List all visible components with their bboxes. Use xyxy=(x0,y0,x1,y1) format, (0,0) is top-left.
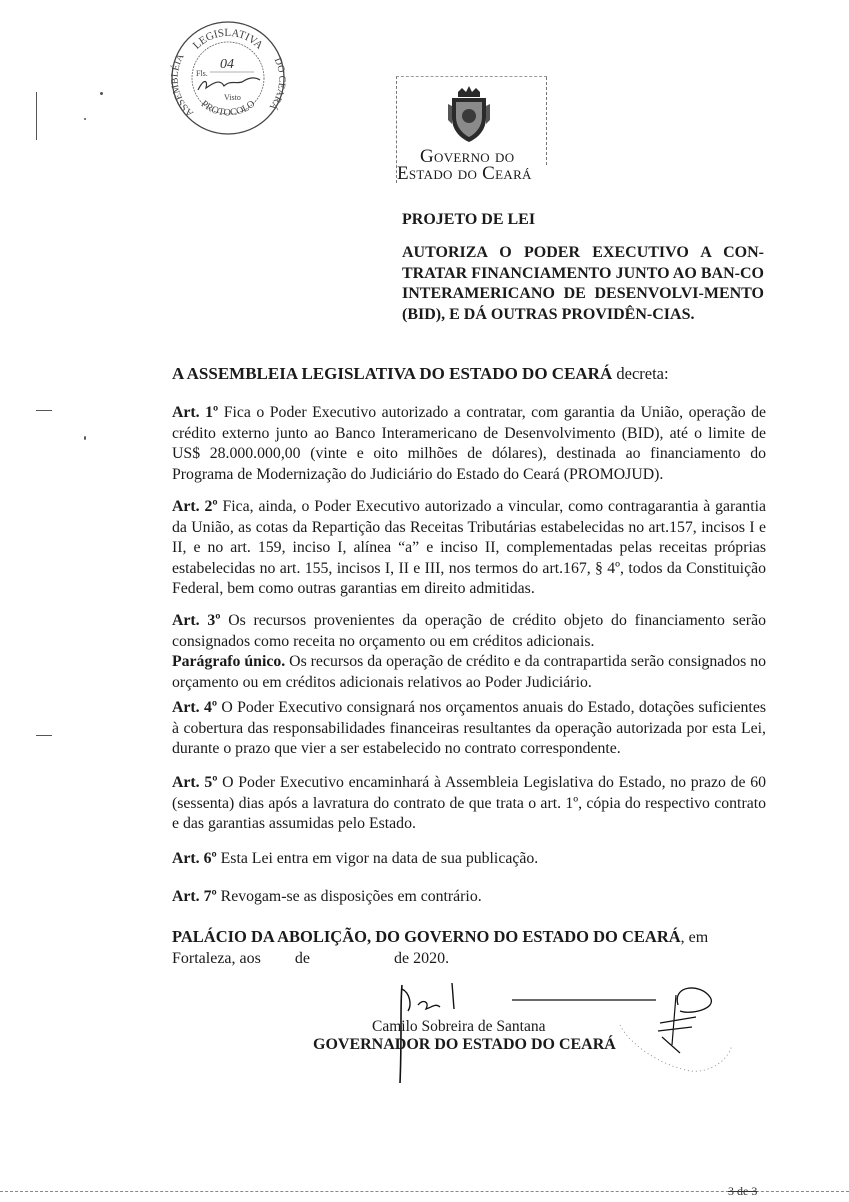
article-text: Esta Lei entra em vigor na data de sua publicação. xyxy=(216,850,539,867)
article-text: O Poder Executivo consignará nos orçamentos anuais do Estado, dotações suficientes à cobertura das responsabilidades financeiras resultantes da operação autorizada por esta Lei, durante o prazo que vier a ser estabelecido no contrato correspondente. xyxy=(172,699,766,758)
article-label: Art. 4º xyxy=(172,699,218,716)
scan-speck xyxy=(84,436,86,440)
paragraph-label: Parágrafo único. xyxy=(172,653,286,671)
article-text: Fica, ainda, o Poder Executivo autorizado a vincular, como contragarantia à garantia da União, as cotas da Repartição das Receitas Tributárias estabelecidas no art.157, incisos I e II, e no art. 159, inciso I, alínea “a” e inciso II, complementadas pelas receitas próprias estabelecidas no art. 155, incisos I, II e III, nos termos do art.167, § 4º, todos da Constituição Federal, bem como outras garantias em direito admitidas. xyxy=(172,498,766,598)
page-number: 3 de 3 xyxy=(728,1184,758,1198)
stamp-fls-label: Fls. xyxy=(196,69,208,78)
enacting-clause-tail: decreta: xyxy=(612,364,669,383)
document-title: PROJETO DE LEI xyxy=(402,211,536,228)
article-1 xyxy=(172,403,766,485)
date-year: de 2020. xyxy=(393,950,450,967)
article-3 xyxy=(172,611,766,693)
signer-name: Camilo Sobreira de Santana xyxy=(372,1018,546,1035)
page-divider xyxy=(0,1191,849,1192)
svg-text:LEGISLATIVA xyxy=(191,27,265,52)
paragraph-text: Os recursos da operação de crédito e da contrapartida serão consignados no orçamento ou em créditos adicionais relativos ao Poder Judiciário. xyxy=(172,653,766,691)
article-text: Os recursos provenientes da operação de crédito objeto do financiamento serão consignados como receita no orçamento ou em créditos adicionais. xyxy=(172,612,766,650)
article-label: Art. 7º xyxy=(172,888,217,905)
signer-title: GOVERNADOR DO ESTADO DO CEARÁ xyxy=(313,1036,616,1053)
scan-speck xyxy=(84,118,86,120)
ementa: AUTORIZA O PODER EXECUTIVO A CON-TRATAR FINANCIAMENTO JUNTO AO BAN-CO INTERAMERICANO DE DESENVOLVI-MENTO (BID), E DÁ OUTRAS PROVIDÊN-CIAS. xyxy=(402,244,764,323)
svg-text:DO CEARÁ xyxy=(266,56,287,113)
article-text: O Poder Executivo encaminhará à Assembleia Legislativa do Estado, no prazo de 60 (sessenta) dias após a lavratura do contrato de que trata o art. 1º, cópia do respectivo contrato e das garantias assumidas pelo Estado. xyxy=(172,774,766,833)
article-label: Art. 6º xyxy=(172,850,217,867)
article-6 xyxy=(172,849,766,870)
article-text: Fica o Poder Executivo autorizado a contratar, com garantia da União, operação de crédito externo junto ao Banco Interamericano de Desenvolvimento (BID), até o limite de US$ 28.000.000,00 (vinte e oito milhões de dólares), destinada ao financiamento do Programa de Modernização do Judiciário do Estado do Ceará (PROMOJUD). xyxy=(172,404,766,483)
stamp-ring-bottom: PROTOCOLO xyxy=(198,98,258,119)
stamp-ring-left: ASSEMBLÉIA xyxy=(169,52,196,119)
article-label: Art. 5º xyxy=(172,774,218,791)
article-label: Art. 3º xyxy=(172,612,221,629)
margin-line xyxy=(36,92,37,140)
protocol-stamp xyxy=(168,18,288,138)
article-label: Art. 1º xyxy=(172,404,219,421)
article-2 xyxy=(172,497,766,600)
article-5 xyxy=(172,773,766,835)
closing-formula xyxy=(172,926,766,969)
ceara-coat-of-arms-icon xyxy=(444,84,494,144)
closing-formula-tail: , em Fortaleza, aos xyxy=(172,929,709,967)
stamp-fls-number: 04 xyxy=(220,57,234,72)
article-7 xyxy=(172,887,766,908)
article-label: Art. 2º xyxy=(172,498,218,515)
enacting-clause-bold: A ASSEMBLEIA LEGISLATIVA DO ESTADO DO CEARÁ xyxy=(172,364,613,383)
svg-text:ASSEMBLÉIA xyxy=(169,51,195,118)
scan-speck xyxy=(100,92,103,95)
scan-speck xyxy=(36,410,52,411)
stamp-ring-top: LEGISLATIVA xyxy=(190,26,266,52)
article-4 xyxy=(172,698,766,760)
government-line-1: Governo do xyxy=(420,146,515,167)
scan-speck xyxy=(36,735,52,736)
closing-formula-bold: PALÁCIO DA ABOLIÇÃO, DO GOVERNO DO ESTADO DO CEARÁ xyxy=(172,927,681,946)
government-line-2: Estado do Ceará xyxy=(397,163,532,184)
article-text: Revogam-se as disposições em contrário. xyxy=(216,888,482,905)
stamp-ring-right: DO CEARÁ xyxy=(266,56,288,112)
enacting-clause xyxy=(172,364,669,384)
stamp-visto-label: Visto xyxy=(224,93,241,102)
date-de: de xyxy=(294,950,310,967)
